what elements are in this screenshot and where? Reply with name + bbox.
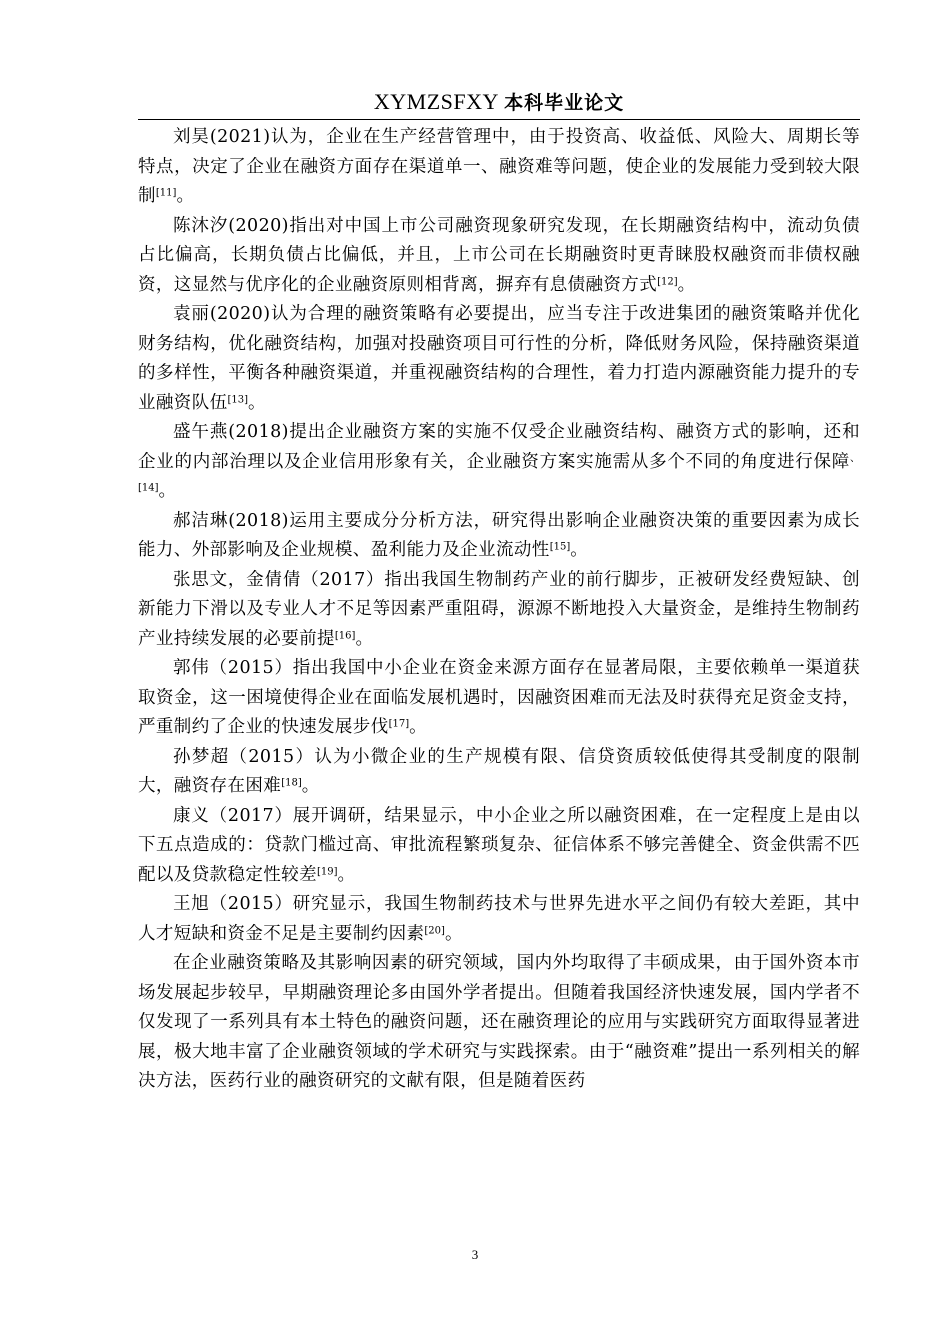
body-text <box>138 123 860 1097</box>
paragraph-text: 袁丽(2020)认为合理的融资策略有必要提出，应当专注于改进集团的融资策略并优化财务结构，优化融资结构，加强对投融资项目可行性的分析，降低财务风险，保持融资渠道的多样性，平衡各种融资渠道，并重视融资结构的合理性，着力打造内源融资能力提升的专业融资队伍 <box>138 304 860 413</box>
paragraph-3 <box>138 300 860 418</box>
page-number: 3 <box>471 1247 479 1262</box>
citation-ref: [16] <box>334 630 356 641</box>
paragraph-text: 康义（2017）展开调研，结果显示，中小企业之所以融资困难，在一定程度上是由以下五点造成的：贷款门槛过高、审批流程繁琐复杂、征信体系不够完善健全、资金供需不匹配以及贷款稳定性较差 <box>138 805 860 885</box>
paragraph-text: 张思文，金倩倩（2017）指出我国生物制药产业的前行脚步，正被研发经费短缺、创新能力下滑以及专业人才不足等因素严重阻碍，源源不断地投入大量资金，是维持生物制药产业持续发展的必要前提 <box>138 569 860 649</box>
paragraph-1 <box>138 123 860 212</box>
citation-ref: [19] <box>317 866 338 877</box>
paragraph-text: 孙梦超（2015）认为小微企业的生产规模有限、信贷资质较低使得其受制度的限制大，融资存在困难 <box>138 746 860 796</box>
citation-ref: [20] <box>424 925 445 936</box>
header-rule <box>138 119 860 120</box>
paragraph-end: 。 <box>158 481 177 501</box>
paragraph-text: 在企业融资策略及其影响因素的研究领域，国内外均取得了丰硕成果，由于国外资本市场发展起步较早，早期融资理论多由国外学者提出。但随着我国经济快速发展，国内学者不仅发现了一系列具有本土特色的融资问题，还在融资理论的应用与实践研究方面取得显著进展，极大地丰富了企业融资领域的学术研究与实践探索。由于“融资难”提出一系列相关的解决方法，医药行业的融资研究的文献有限，但是随着医药 <box>138 953 860 1091</box>
citation-ref: [18] <box>281 777 302 789</box>
paragraph-8 <box>138 743 860 802</box>
paragraph-5 <box>138 507 860 566</box>
page-header <box>138 88 860 117</box>
citation-ref: 、[14] <box>138 453 860 494</box>
header-chinese: 本科毕业论文 <box>504 92 625 114</box>
paragraph-text: 郭伟（2015）指出我国中小企业在资金来源方面存在显著局限，主要依赖单一渠道获取资金，这一困境使得企业在面临发展机遇时，因融资困难而无法及时获得充足资金支持，严重制约了企业的快速发展步伐 <box>138 658 860 737</box>
paragraph-end: 。 <box>176 186 195 206</box>
citation-ref: [15] <box>549 541 571 553</box>
citation-ref: [12] <box>657 276 678 287</box>
paragraph-text: 王旭（2015）研究显示，我国生物制药技术与世界先进水平之间仍有较大差距，其中人才短缺和资金不足是主要制约因素 <box>138 894 860 944</box>
paragraph-9 <box>138 802 860 891</box>
paragraph-6 <box>138 566 860 655</box>
paragraph-7 <box>138 654 860 743</box>
paragraph-10 <box>138 890 860 949</box>
paragraph-end: 。 <box>337 864 356 885</box>
paragraph-end: 。 <box>301 776 320 796</box>
paragraph-end: 。 <box>409 717 428 737</box>
paragraph-2 <box>138 212 860 301</box>
paragraph-11 <box>138 949 860 1097</box>
paragraph-text: 陈沐汐(2020)指出对中国上市公司融资现象研究发现，在长期融资结构中，流动负债占比偏高，长期负债占比偏低，并且，上市公司在长期融资时更青睐股权融资而非债权融资，这显然与优序化的企业融资原则相背离，摒弃有息债融资方式 <box>138 215 860 295</box>
citation-ref: [17] <box>388 718 410 730</box>
paragraph-end: 。 <box>355 628 374 649</box>
paragraph-end: 。 <box>444 923 463 944</box>
paragraph-text: 刘昊(2021)认为，企业在生产经营管理中，由于投资高、收益低、风险大、周期长等特点，决定了企业在融资方面存在渠道单一、融资难等问题，使企业的发展能力受到较大限制 <box>138 127 860 206</box>
paragraph-text: 郝洁琳(2018)运用主要成分分析方法，研究得出影响企业融资决策的重要因素为成长能力、外部影响及企业规模、盈利能力及企业流动性 <box>138 510 860 560</box>
paragraph-4 <box>138 418 860 507</box>
paragraph-end: 。 <box>248 392 266 413</box>
header-latin: XYMZSFXY <box>373 89 499 114</box>
citation-ref: [13] <box>227 394 249 405</box>
paragraph-end: 。 <box>677 274 696 295</box>
paragraph-text: 盛午燕(2018)提出企业融资方案的实施不仅受企业融资结构、融资方式的影响，还和企业的内部治理以及企业信用形象有关，企业融资方案实施需从多个不同的角度进行保障 <box>138 422 860 472</box>
citation-ref: [11] <box>155 187 177 199</box>
paragraph-end: 。 <box>570 540 589 560</box>
